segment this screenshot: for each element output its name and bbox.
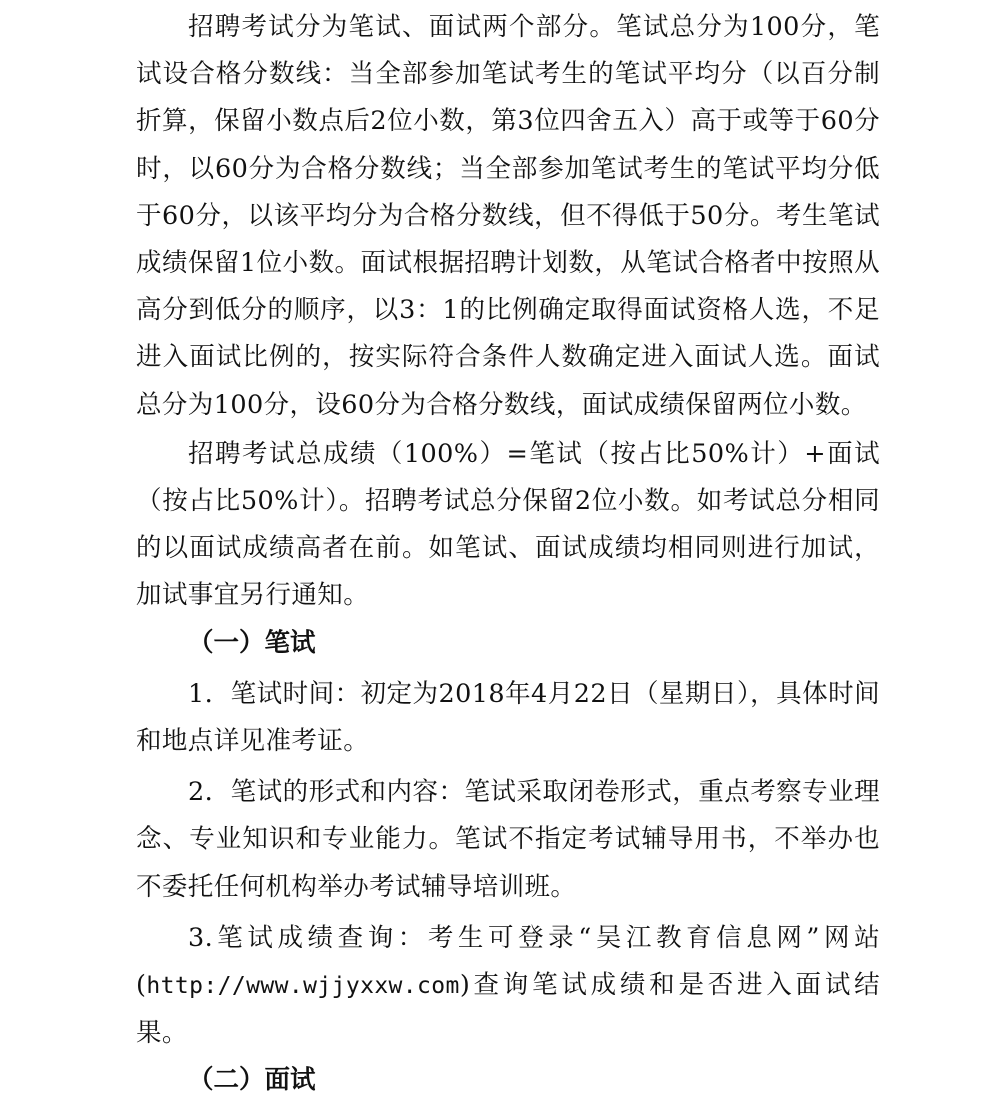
item-exam-time: 1．笔试时间：初定为2018年4月22日（星期日），具体时间和地点详见准考证。 — [136, 678, 880, 757]
paragraph-total-score: 招聘考试总成绩（100%）=笔试（按占比50%计）+面试（按占比50%计）。招聘考试总分保留2位小数。如考试总分相同的以面试成绩高者在前。如笔试、面试成绩均相同则进行加试，加试事宜另行通知。 — [136, 438, 880, 611]
document-page — [136, 4, 880, 1105]
item-exam-format: 2．笔试的形式和内容：笔试采取闭卷形式，重点考察专业理念、专业知识和专业能力。笔试不指定考试辅导用书，不举办也不委托任何机构举办考试辅导培训班。 — [136, 777, 880, 902]
section-heading-written-exam: （一）笔试 — [188, 627, 316, 658]
paragraph-exam-structure: 招聘考试分为笔试、面试两个部分。笔试总分为100分，笔试设合格分数线：当全部参加笔试考生的笔试平均分（以百分制折算，保留小数点后2位小数，第3位四舍五入）高于或等于60分时，以60分为合格分数线；当全部参加笔试考生的笔试平均分低于60分，以该平均分为合格分数线，但不得低于50分。考生笔试成绩保留1位小数。面试根据招聘计划数，从笔试合格者中按照从高分到低分的顺序，以3：1的比例确定取得面试资格人选，不足进入面试比例的，按实际符合条件人数确定进入面试人选。面试总分为100分，设60分为合格分数线，面试成绩保留两位小数。 — [136, 12, 880, 420]
item-score-query — [136, 915, 880, 1058]
section-heading-interview: （二）面试 — [188, 1065, 316, 1096]
item-score-query-suffix: )查询笔试成绩和是否进入面试结果。 — [136, 970, 880, 1049]
website-link[interactable]: http://www.wjjyxxw.com — [146, 973, 460, 1000]
item-score-query-prefix: 3.笔试成绩查询：考生可登录“吴江教育信息网”网站( — [136, 922, 880, 1001]
